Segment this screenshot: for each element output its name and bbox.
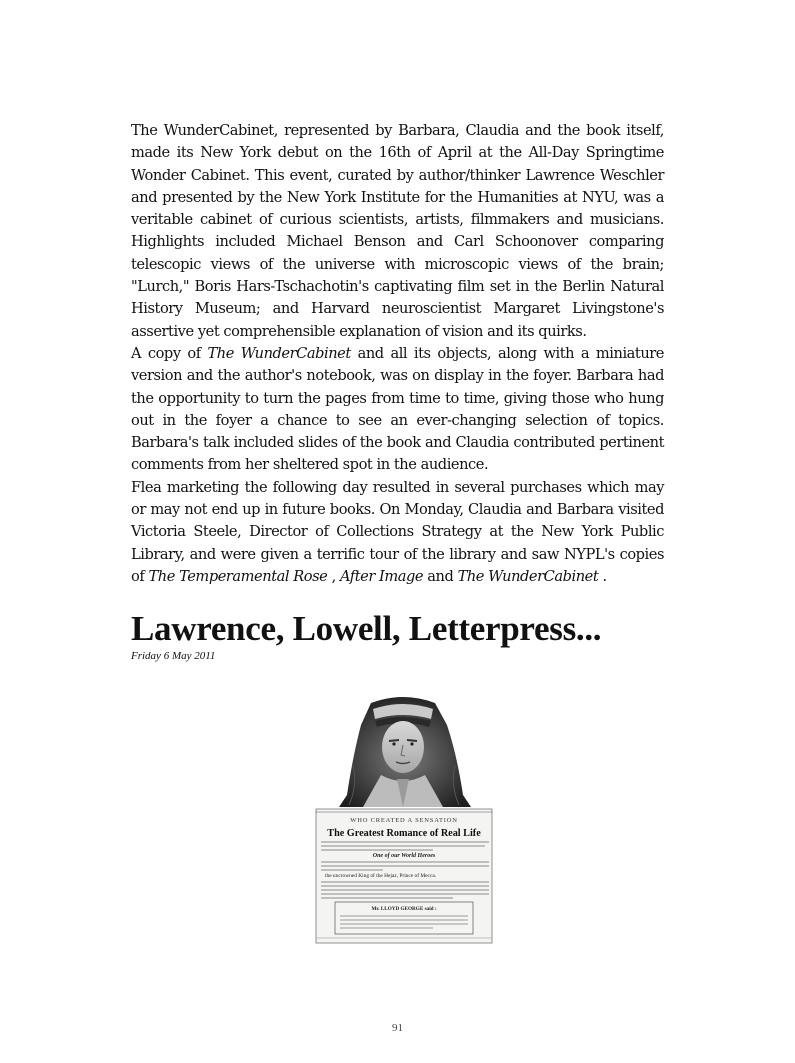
book-title: The WunderCabinet <box>457 567 599 585</box>
paragraph-2: A copy of The WunderCabinet and all its objects, along with a miniature version and the author's notebook, was on display in the foyer. Barbara had the opportunity to turn the pages from time to time, giving those who hung out in the foyer a chance to see an ever-changing selection of topics. Barbara's talk included slides of the book and Claudia contributed pertinent comments from her sheltered spot in the audience. <box>131 344 664 474</box>
newspaper-clipping-image <box>313 695 495 945</box>
page-number: 91 <box>392 1022 403 1034</box>
clipping-headline: The Greatest Romance of Real Life <box>327 828 481 839</box>
paragraph-3: Flea marketing the following day resulted in several purchases which may or may not end up in future books. On Monday, Claudia and Barbara visited Victoria Steele, Director of Collections Strategy at the New York Public Library, and were given a terrific tour of the library and saw NYPL's copies of The Temperamental Rose , After Image and The WunderCabinet . <box>131 478 664 585</box>
clipping-quote-label: Mr. LLOYD GEORGE said : <box>371 906 437 912</box>
post-title: Lawrence, Lowell, Letterpress... <box>131 609 602 648</box>
article-body <box>131 120 664 588</box>
clipping-banner: WHO CREATED A SENSATION <box>350 817 458 824</box>
paragraph-1: The WunderCabinet, represented by Barbara, Claudia and the book itself, made its New York debut on the 16th of April at the All-Day Springtime Wonder Cabinet. This event, curated by author/thinker Lawrence Weschler and presented by the New York Institute for the Humanities at NYU, was a veritable cabinet of curious scientists, artists, filmmakers and musicians. Highlights included Michael Benson and Carl Schoonover comparing telescopic views of the universe with microscopic views of the brain; "Lurch," Boris Hars-Tschachotin's captivating film set in the Berlin Natural History Museum; and Harvard neuroscientist Margaret Livingstone's assertive yet comprehensible explanation of vision and its quirks. <box>131 122 664 340</box>
book-title: The Temperamental Rose <box>148 567 328 585</box>
portrait-photo <box>339 697 471 807</box>
post-date: Friday 6 May 2011 <box>131 650 216 662</box>
book-title: The WunderCabinet <box>207 344 351 362</box>
book-title: After Image <box>339 567 424 585</box>
clipping-subhead: One of our World Heroes <box>372 853 436 859</box>
clipping-subhead: the uncrowned King of the Hejaz, Prince of Mecca. <box>325 873 437 879</box>
